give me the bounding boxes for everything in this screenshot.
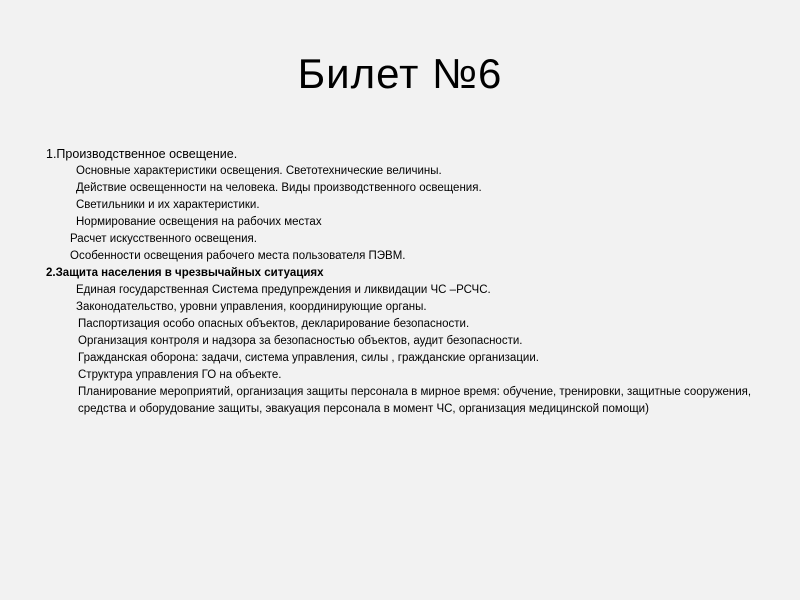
section-1-item: Действие освещенности на человека. Виды производственного освещения. [76,182,482,194]
section-2-item: Гражданская оборона: задачи, система управления, силы , гражданские организации. [78,352,539,364]
section-1-item: Расчет искусственного освещения. [70,233,257,245]
section-1-item: Основные характеристики освещения. Светотехнические величины. [76,165,442,177]
section-2-item: Паспортизация особо опасных объектов, декларирование безопасности. [78,318,470,330]
section-2-heading: 2.Защита населения в чрезвычайных ситуациях [46,267,324,279]
section-1-item: Особенности освещения рабочего места пользователя ПЭВМ. [70,250,406,262]
section-2-item: Структура управления ГО на объекте. [78,369,282,381]
section-1-item: Светильники и их характеристики. [76,199,260,211]
section-2-item: Организация контроля и надзора за безопасностью объектов, аудит безопасности. [78,335,523,347]
section-2-item: Законодательство, уровни управления, координирующие органы. [76,301,427,313]
section-2-item: Планирование мероприятий, организация защиты персонала в мирное время: обучение, тренировки, защитные сооружения, средства и оборудование защиты, эвакуация персонала в момент ЧС, организация медицинской помощи) [78,386,752,415]
section-2-item: Единая государственная Система предупреждения и ликвидации ЧС –РСЧС. [76,284,491,296]
section-1-item: Нормирование освещения на рабочих местах [76,216,322,228]
slide-title: Билет №6 [297,50,503,97]
section-1-heading: 1.Производственное освещение. [46,147,238,161]
ticket-content [46,146,756,418]
